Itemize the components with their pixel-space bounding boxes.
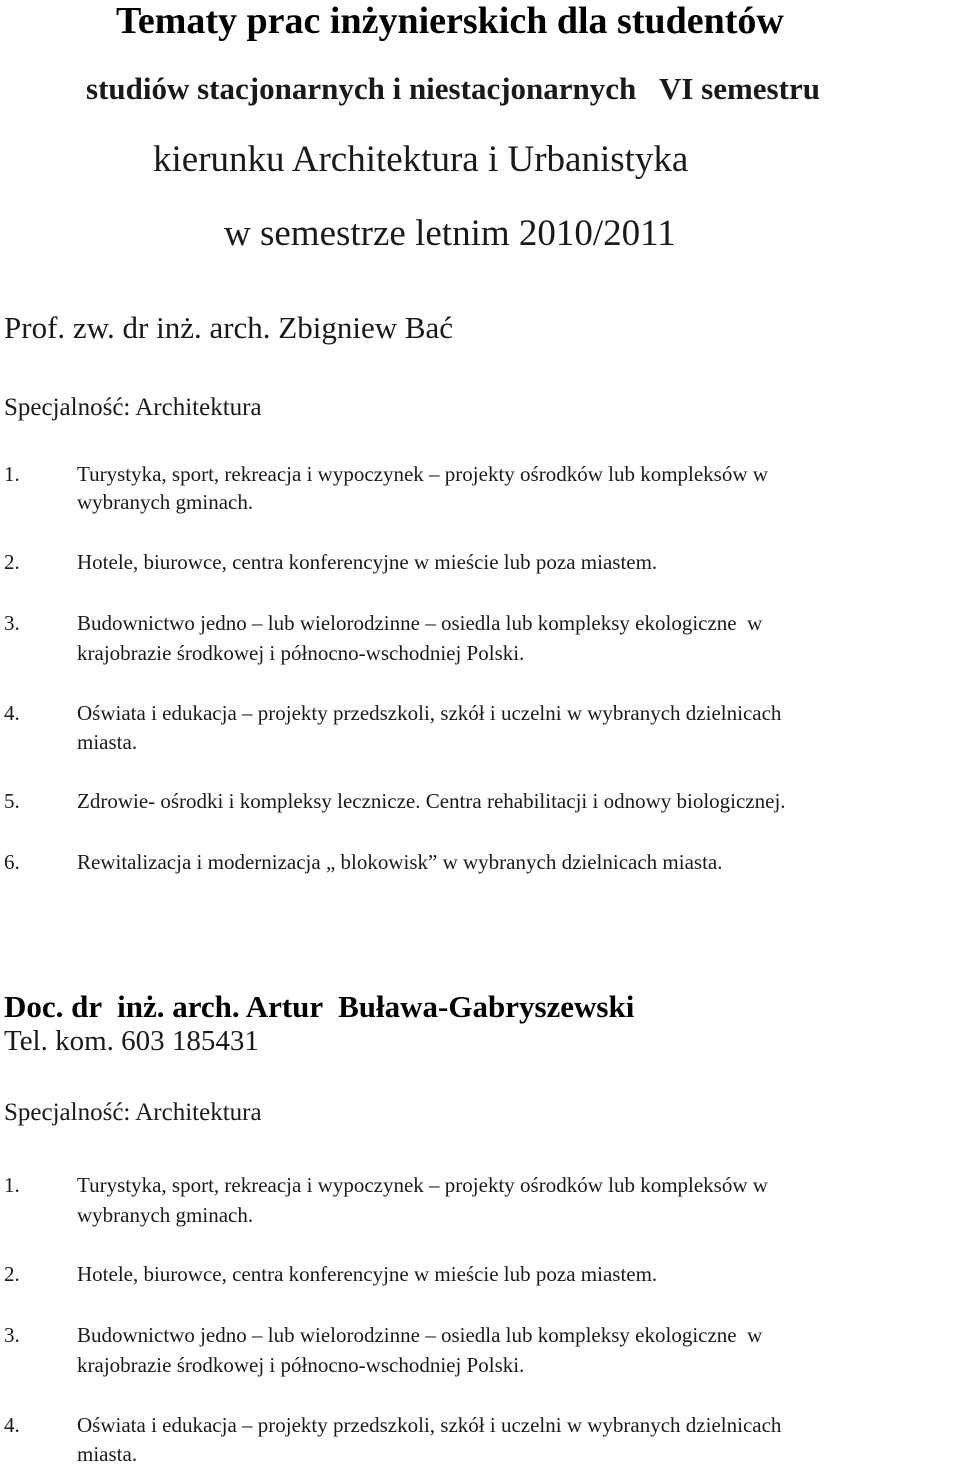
topic-text-continued: wybranych gminach. <box>77 1203 254 1227</box>
topic-text-continued: miasta. <box>77 1442 138 1466</box>
topic-text: Zdrowie- ośrodki i kompleksy lecznicze. Centra rehabilitacji i odnowy biologicznej. <box>77 789 786 813</box>
topic-number: 4. <box>4 1413 20 1437</box>
semester-heading: w semestrze letnim 2010/2011 <box>224 213 676 254</box>
topic-text: Turystyka, sport, rekreacja i wypoczynek – projekty ośrodków lub kompleksów w <box>77 462 768 486</box>
specialty-heading: Specjalność: Architektura <box>4 1099 262 1126</box>
topic-number: 6. <box>4 850 20 874</box>
topic-number: 1. <box>4 462 20 486</box>
program-heading: kierunku Architektura i Urbanistyka <box>153 139 689 180</box>
topic-number: 4. <box>4 701 20 725</box>
topic-text: Turystyka, sport, rekreacja i wypoczynek – projekty ośrodków lub kompleksów w <box>77 1173 768 1197</box>
topic-number: 3. <box>4 1323 20 1347</box>
topic-text-continued: miasta. <box>77 730 138 754</box>
topic-text: Oświata i edukacja – projekty przedszkoli, szkół i uczelni w wybranych dzielnicach <box>77 701 782 725</box>
topic-text-continued: krajobrazie środkowej i północno-wschodniej Polski. <box>77 641 525 665</box>
topic-text: Hotele, biurowce, centra konferencyjne w mieście lub poza miastem. <box>77 1262 658 1286</box>
topic-text-continued: wybranych gminach. <box>77 490 254 514</box>
topic-number: 1. <box>4 1173 20 1197</box>
topic-text: Rewitalizacja i modernizacja „ blokowisk” w wybranych dzielnicach miasta. <box>77 850 723 874</box>
topic-number: 2. <box>4 550 20 574</box>
supervisor-name: Prof. zw. dr inż. arch. Zbigniew Bać <box>4 310 454 345</box>
topic-number: 5. <box>4 789 20 813</box>
document-title: Tematy prac inżynierskich dla studentów <box>116 0 784 42</box>
topic-text-continued: krajobrazie środkowej i północno-wschodniej Polski. <box>77 1353 525 1377</box>
topic-text: Budownictwo jedno – lub wielorodzinne – osiedla lub kompleksy ekologiczne w <box>77 1323 763 1347</box>
phone-number: Tel. kom. 603 185431 <box>4 1025 259 1057</box>
document-subtitle: studiów stacjonarnych i niestacjonarnych VI semestru <box>86 71 820 106</box>
topic-text: Budownictwo jedno – lub wielorodzinne – osiedla lub kompleksy ekologiczne w <box>77 611 763 635</box>
topic-number: 2. <box>4 1262 20 1286</box>
specialty-heading: Specjalność: Architektura <box>4 394 262 421</box>
supervisor-name: Doc. dr inż. arch. Artur Buława-Gabryszewski <box>4 989 635 1024</box>
topic-text: Oświata i edukacja – projekty przedszkoli, szkół i uczelni w wybranych dzielnicach <box>77 1413 782 1437</box>
topic-text: Hotele, biurowce, centra konferencyjne w mieście lub poza miastem. <box>77 550 658 574</box>
topic-number: 3. <box>4 611 20 635</box>
